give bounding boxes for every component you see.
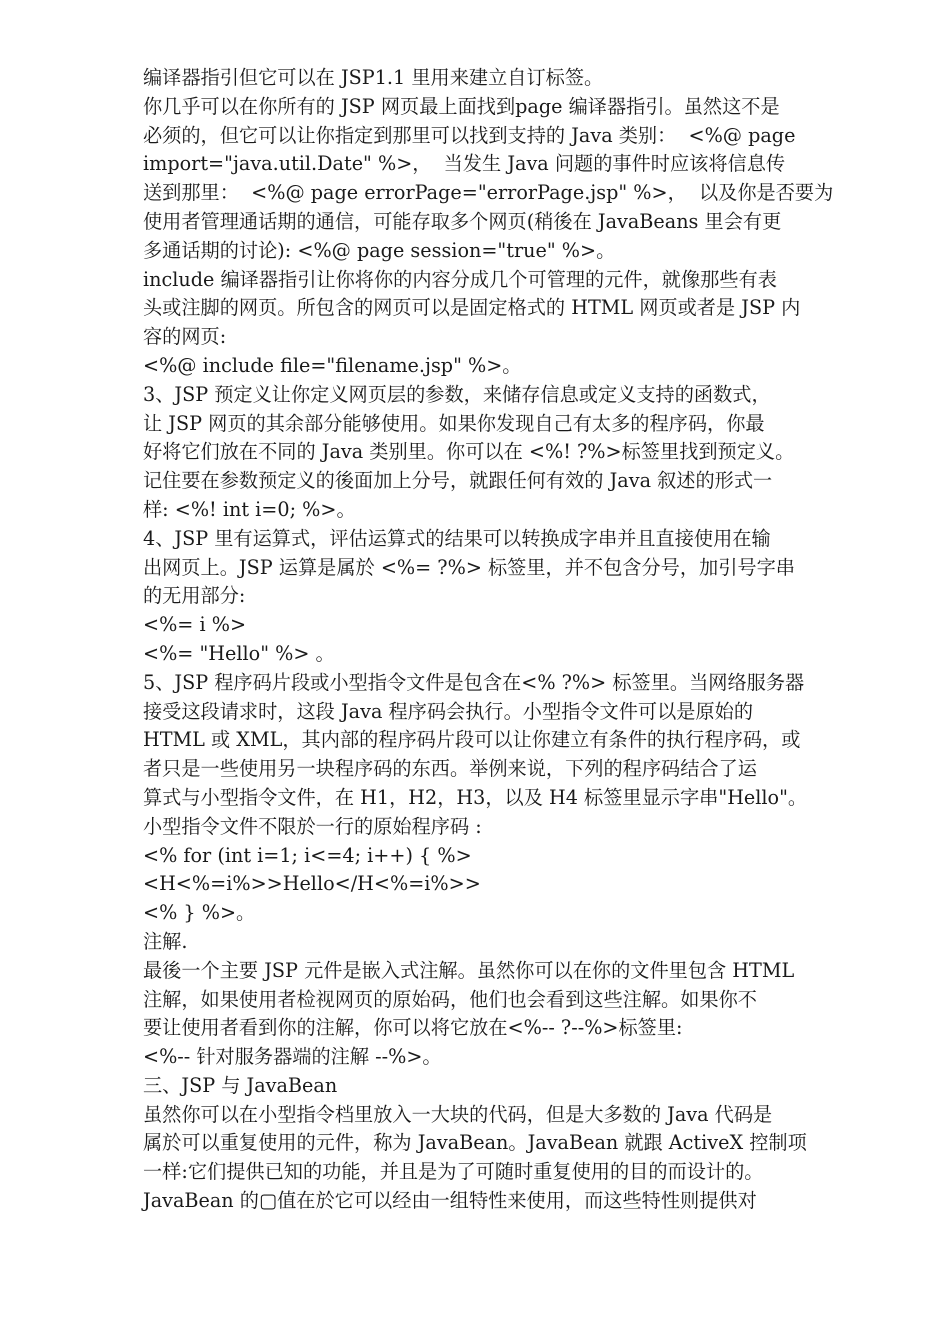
text-line: 让 JSP 网页的其余部分能够使用。如果你发现自己有太多的程序码，你最 — [143, 411, 765, 435]
text-line: <%-- 针对服务器端的注解 --%>。 — [143, 1045, 442, 1069]
text-line: 好将它们放在不同的 Java 类别里。你可以在 <%! ?%>标签里找到预定义。 — [143, 440, 795, 464]
text-line: import="java.util.Date" %>， 当发生 Java 问题的事件时应该将信息传 — [143, 152, 786, 176]
text-line: <% } %>。 — [143, 901, 256, 925]
text-line: 头或注脚的网页。所包含的网页可以是固定格式的 HTML 网页或者是 JSP 内 — [143, 296, 801, 320]
text-line: 一样:它们提供已知的功能，并且是为了可随时重复使用的目的而设计的。 — [143, 1160, 764, 1184]
text-line: 5、JSP 程序码片段或小型指令文件是包含在<% ?%> 标签里。当网络服务器 — [143, 670, 805, 694]
text-line: 必须的，但它可以让你指定到那里可以找到支持的 Java 类别： <%@ page — [143, 123, 796, 147]
text-line: 出网页上。JSP 运算是属於 <%= ?%> 标签里，并不包含分号，加引号字串 — [143, 555, 795, 579]
text-line: 者只是一些使用另一块程序码的东西。举例来说，下列的程序码结合了运 — [143, 757, 757, 781]
text-line: 容的网页: — [143, 325, 227, 349]
text-line: 你几乎可以在你所有的 JSP 网页最上面找到page 编译器指引。虽然这不是 — [143, 94, 780, 118]
text-line: 接受这段请求时，这段 Java 程序码会执行。小型指令文件可以是原始的 — [143, 699, 754, 723]
text-line: <%= "Hello" %> 。 — [143, 641, 335, 665]
text-line: 属於可以重复使用的元件，称为 JavaBean。JavaBean 就跟 ActiveX 控制项 — [143, 1131, 807, 1155]
text-line: JavaBean 的▢值在於它可以经由一组特性来使用，而这些特性则提供对 — [143, 1189, 757, 1213]
text-line: 使用者管理通话期的通信，可能存取多个网页(稍後在 JavaBeans 里会有更 — [143, 209, 782, 233]
document-page — [143, 64, 883, 1216]
text-line: 编译器指引但它可以在 JSP1.1 里用来建立自订标签。 — [143, 66, 604, 89]
text-line: 的无用部分: — [143, 584, 246, 608]
text-line: 算式与小型指令文件，在 H1，H2，H3，以及 H4 标签里显示字串"Hello"。 — [143, 785, 808, 809]
text-line: 送到那里： <%@ page errorPage="errorPage.jsp" %>， 以及你是否要为 — [143, 181, 834, 205]
text-line: 4、JSP 里有运算式，评估运算式的结果可以转换成字串并且直接使用在输 — [143, 526, 771, 550]
text-line: 3、JSP 预定义让你定义网页层的参数，来储存信息或定义支持的函数式， — [143, 382, 771, 406]
text-line: 多通话期的讨论): <%@ page session="true" %>。 — [143, 238, 616, 262]
text-line: 虽然你可以在小型指令档里放入一大块的代码，但是大多数的 Java 代码是 — [143, 1102, 773, 1126]
text-line: <%= i %> — [143, 613, 247, 637]
text-line: 三、JSP 与 JavaBean — [143, 1073, 338, 1097]
text-line: 注解，如果使用者检视网页的原始码，他们也会看到这些注解。如果你不 — [143, 987, 757, 1011]
text-line: 要让使用者看到你的注解，你可以将它放在<%-- ?--%>标签里: — [143, 1016, 683, 1040]
text-line: <% for (int i=1; i<=4; i++) { %> — [143, 843, 472, 867]
text-line: 记住要在参数预定义的後面加上分号，就跟任何有效的 Java 叙述的形式一 — [143, 469, 773, 493]
text-line: <H<%=i%>>Hello</H<%=i%>> — [143, 872, 481, 896]
text-line: 最後一个主要 JSP 元件是嵌入式注解。虽然你可以在你的文件里包含 HTML — [143, 958, 795, 982]
text-line: <%@ include file="filename.jsp" %>。 — [143, 353, 522, 377]
text-line: 注解. — [143, 929, 188, 953]
text-line: include 编译器指引让你将你的内容分成几个可管理的元件，就像那些有表 — [143, 267, 777, 291]
text-line: HTML 或 XML，其内部的程序码片段可以让你建立有条件的执行程序码，或 — [143, 728, 801, 752]
text-line: 样: <%! int i=0; %>。 — [143, 497, 356, 521]
text-line: 小型指令文件不限於一行的原始程序码 : — [143, 814, 482, 838]
